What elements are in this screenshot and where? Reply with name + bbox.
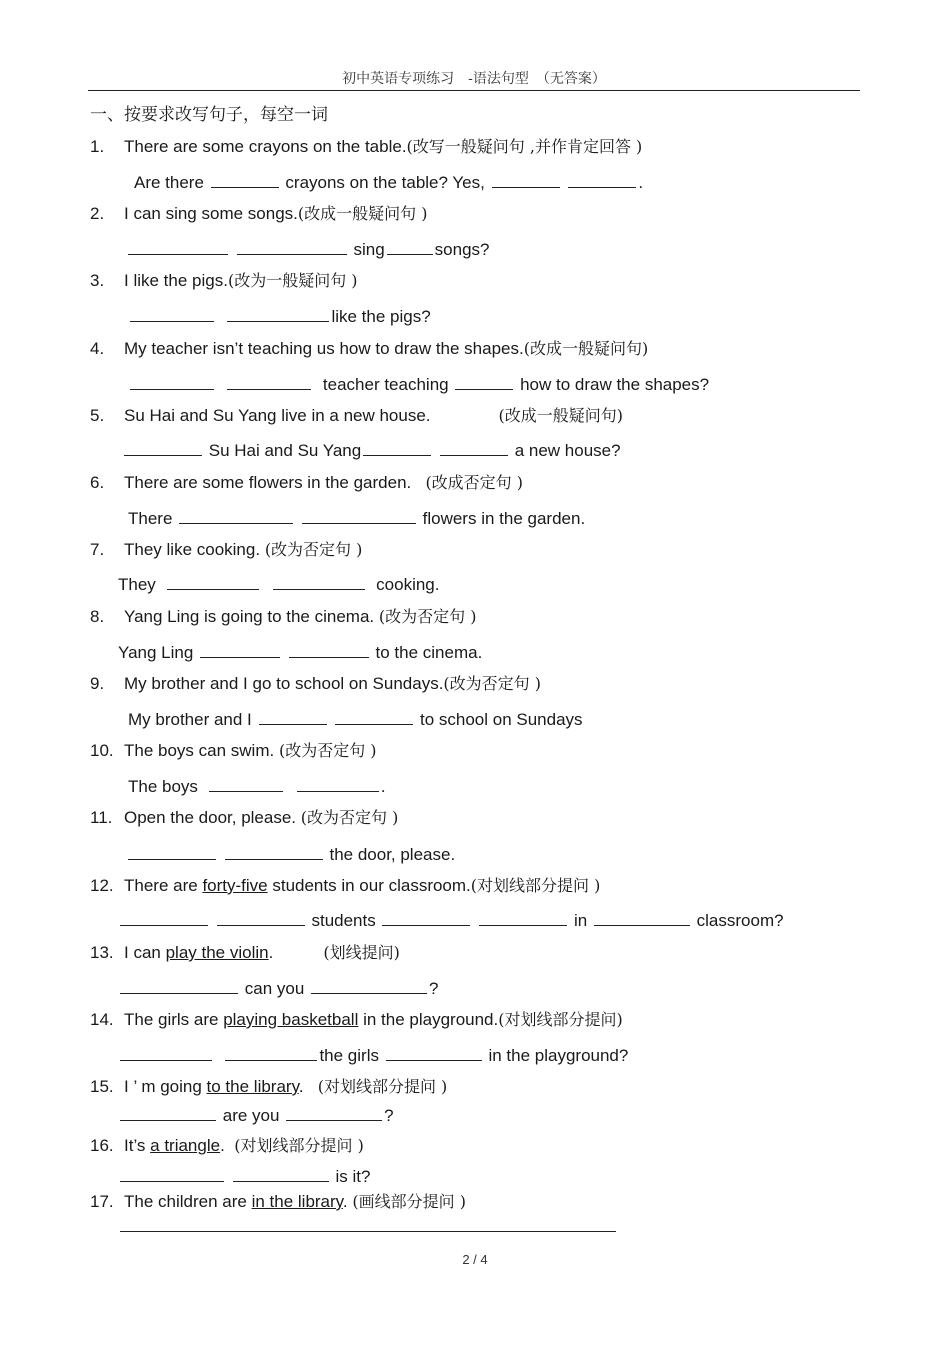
question-text: The children are	[124, 1192, 252, 1211]
question-instruction: (改为否定句 )	[264, 540, 363, 559]
blank[interactable]	[167, 573, 259, 590]
blank[interactable]	[128, 843, 216, 860]
answer-text: students	[311, 911, 376, 930]
answer-line-4	[128, 373, 709, 396]
answer-text: Yang Ling	[118, 643, 194, 662]
question-number: 17.	[90, 1192, 114, 1211]
blank[interactable]	[594, 909, 690, 926]
question-instruction: (对划线部分提问 )	[234, 1136, 364, 1155]
blank[interactable]	[479, 909, 567, 926]
blank[interactable]	[387, 238, 433, 255]
answer-text: They	[118, 575, 156, 594]
blank[interactable]	[217, 909, 305, 926]
question-text: in the playground.	[358, 1010, 499, 1029]
blank[interactable]	[455, 373, 513, 390]
question-instruction: (对划线部分提问 )	[317, 1077, 448, 1096]
blank[interactable]	[120, 1165, 224, 1182]
answer-line-6	[128, 507, 585, 530]
question-number: 2.	[90, 204, 105, 223]
answer-text: crayons on the table? Yes,	[285, 173, 485, 192]
question-text: They like cooking.	[124, 540, 261, 559]
question-instruction: (改为否定句 )	[278, 741, 377, 760]
question-4	[90, 338, 648, 360]
answer-text: teacher teaching	[322, 375, 449, 394]
blank[interactable]	[130, 305, 214, 322]
question-text: I ’ m going	[124, 1077, 207, 1096]
blank[interactable]	[227, 305, 329, 322]
blank[interactable]	[335, 708, 413, 725]
blank[interactable]	[363, 439, 431, 456]
answer-text: songs?	[434, 240, 490, 259]
question-number: 3.	[90, 271, 105, 290]
answer-line-13	[118, 977, 438, 1000]
answer-line-2	[126, 238, 489, 261]
blank[interactable]	[225, 1044, 317, 1061]
question-8	[90, 606, 476, 628]
blank[interactable]	[128, 238, 228, 255]
answer-text: is it?	[335, 1167, 371, 1186]
answer-text: .	[638, 173, 644, 192]
question-text: I like the pigs.	[124, 271, 228, 290]
question-text: Su Hai and Su Yang live in a new house.	[124, 406, 431, 425]
question-instruction: (改为否定句 )	[300, 808, 399, 827]
underlined-phrase: playing basketball	[223, 1010, 359, 1029]
question-number: 7.	[90, 540, 105, 559]
answer-text: There	[128, 509, 173, 528]
underlined-phrase: play the violin	[165, 943, 269, 962]
answer-text: to school on Sundays	[419, 710, 583, 729]
answer-line-17[interactable]	[120, 1231, 616, 1232]
answer-text: how to draw the shapes?	[520, 375, 710, 394]
answer-text: .	[380, 777, 386, 796]
blank[interactable]	[259, 708, 327, 725]
question-instruction: (改成一般疑问句)	[523, 339, 649, 358]
blank[interactable]	[120, 1104, 216, 1121]
answer-text: in the playground?	[488, 1046, 629, 1065]
answer-line-15	[118, 1104, 394, 1127]
blank[interactable]	[237, 238, 347, 255]
answer-text: Are there	[134, 173, 204, 192]
answer-line-8	[118, 641, 482, 664]
question-number: 6.	[90, 473, 105, 492]
underlined-phrase: in the library	[251, 1192, 343, 1211]
blank[interactable]	[386, 1044, 482, 1061]
answer-text: are you	[222, 1106, 280, 1125]
blank[interactable]	[233, 1165, 329, 1182]
answer-line-11	[126, 843, 455, 866]
blank[interactable]	[130, 373, 214, 390]
question-text: There are some crayons on the table.	[124, 137, 407, 156]
question-instruction: (改成否定句 )	[425, 473, 524, 492]
page-number: 2 / 4	[462, 1252, 488, 1267]
answer-text: the door, please.	[329, 845, 456, 864]
question-number: 1.	[90, 137, 105, 156]
question-text: My teacher isn’t teaching us how to draw the shapes.	[124, 339, 524, 358]
question-text: Open the door, please.	[124, 808, 297, 827]
underlined-phrase: a triangle	[150, 1136, 221, 1155]
blank[interactable]	[120, 1044, 212, 1061]
blank[interactable]	[209, 775, 283, 792]
question-text: The boys can swim.	[124, 741, 275, 760]
question-instruction: (对划线部分提问 )	[470, 876, 601, 895]
question-instruction: (对划线部分提问)	[498, 1010, 623, 1029]
answer-line-1	[134, 171, 643, 194]
question-text: Yang Ling is going to the cinema.	[124, 607, 375, 626]
question-number: 15.	[90, 1077, 114, 1096]
question-instruction: (改写一般疑问句 ,并作肯定回答 )	[406, 137, 643, 156]
blank[interactable]	[120, 977, 238, 994]
answer-line-9	[128, 708, 583, 731]
blank[interactable]	[302, 507, 416, 524]
question-12	[90, 875, 600, 897]
question-7	[90, 539, 362, 561]
blank[interactable]	[297, 775, 379, 792]
question-text: I can	[124, 943, 166, 962]
question-number: 10.	[90, 741, 114, 760]
question-instruction: (划线提问)	[323, 943, 400, 962]
question-number: 9.	[90, 674, 105, 693]
page-header: 初中英语专项练习 -语法句型 （无答案）	[88, 68, 860, 91]
question-10	[90, 740, 377, 762]
answer-text: a new house?	[514, 441, 621, 460]
question-text: .	[268, 943, 274, 962]
question-number: 14.	[90, 1010, 114, 1029]
answer-text: flowers in the garden.	[422, 509, 586, 528]
answer-text: in	[573, 911, 588, 930]
blank[interactable]	[382, 909, 470, 926]
answer-text: the girls	[319, 1046, 379, 1065]
blank[interactable]	[120, 909, 208, 926]
question-text: The girls are	[124, 1010, 224, 1029]
answer-text: to the cinema.	[375, 643, 483, 662]
question-text: It’s	[124, 1136, 151, 1155]
section-title: 一、按要求改写句子，每空一词	[90, 105, 328, 125]
answer-text: ?	[384, 1106, 394, 1125]
blank[interactable]	[124, 439, 202, 456]
question-text: .	[342, 1192, 348, 1211]
question-text: .	[220, 1136, 225, 1155]
answer-text: cooking.	[376, 575, 440, 594]
answer-text: My brother and I	[128, 710, 252, 729]
question-number: 5.	[90, 406, 105, 425]
blank[interactable]	[211, 171, 279, 188]
question-text: .	[298, 1077, 304, 1096]
question-instruction: (改成一般疑问句)	[498, 406, 624, 425]
question-number: 12.	[90, 876, 114, 895]
blank[interactable]	[225, 843, 323, 860]
question-15	[90, 1076, 447, 1098]
blank[interactable]	[179, 507, 293, 524]
question-text: My brother and I go to school on Sundays.	[124, 674, 444, 693]
question-13	[90, 942, 400, 964]
question-number: 11.	[90, 808, 113, 827]
blank[interactable]	[227, 373, 311, 390]
question-instruction: (改为一般疑问句 )	[227, 271, 358, 290]
question-instruction: (改成一般疑问句 )	[297, 204, 428, 223]
blank[interactable]	[492, 171, 560, 188]
question-instruction: (改为否定句 )	[378, 607, 477, 626]
question-text: There are	[124, 876, 203, 895]
question-number: 16.	[90, 1136, 114, 1155]
blank[interactable]	[311, 977, 427, 994]
answer-text: sing	[353, 240, 385, 259]
underlined-phrase: to the library	[206, 1077, 299, 1096]
question-text: There are some flowers in the garden.	[124, 473, 412, 492]
answer-text: can you	[244, 979, 305, 998]
question-3	[90, 270, 358, 292]
question-instruction: (画线部分提问 )	[352, 1192, 466, 1211]
answer-line-3	[128, 305, 431, 328]
question-11	[90, 807, 398, 829]
question-2	[90, 203, 427, 225]
blank[interactable]	[286, 1104, 382, 1121]
question-number: 13.	[90, 943, 114, 962]
answer-line-14	[118, 1044, 628, 1067]
blank[interactable]	[289, 641, 369, 658]
question-instruction: (改为否定句 )	[443, 674, 541, 693]
answer-line-16	[118, 1165, 370, 1188]
blank[interactable]	[273, 573, 365, 590]
answer-line-5	[122, 439, 621, 462]
question-5	[90, 405, 623, 427]
blank[interactable]	[440, 439, 508, 456]
question-1	[90, 136, 642, 158]
underlined-phrase: forty-five	[202, 876, 268, 895]
answer-text: Su Hai and Su Yang	[208, 441, 362, 460]
answer-line-12	[118, 909, 784, 932]
question-6	[90, 472, 523, 494]
answer-line-7	[118, 573, 439, 596]
question-16	[90, 1135, 364, 1157]
question-17	[90, 1191, 466, 1213]
question-number: 8.	[90, 607, 105, 626]
question-14	[90, 1009, 623, 1031]
blank[interactable]	[568, 171, 636, 188]
answer-text: The boys	[128, 777, 198, 796]
answer-text: ?	[429, 979, 439, 998]
answer-text: like the pigs?	[331, 307, 431, 326]
question-number: 4.	[90, 339, 105, 358]
blank[interactable]	[200, 641, 280, 658]
question-text: students in our classroom.	[267, 876, 471, 895]
answer-text: classroom?	[696, 911, 784, 930]
question-9	[90, 673, 541, 695]
answer-line-10	[128, 775, 386, 798]
question-text: I can sing some songs.	[124, 204, 298, 223]
